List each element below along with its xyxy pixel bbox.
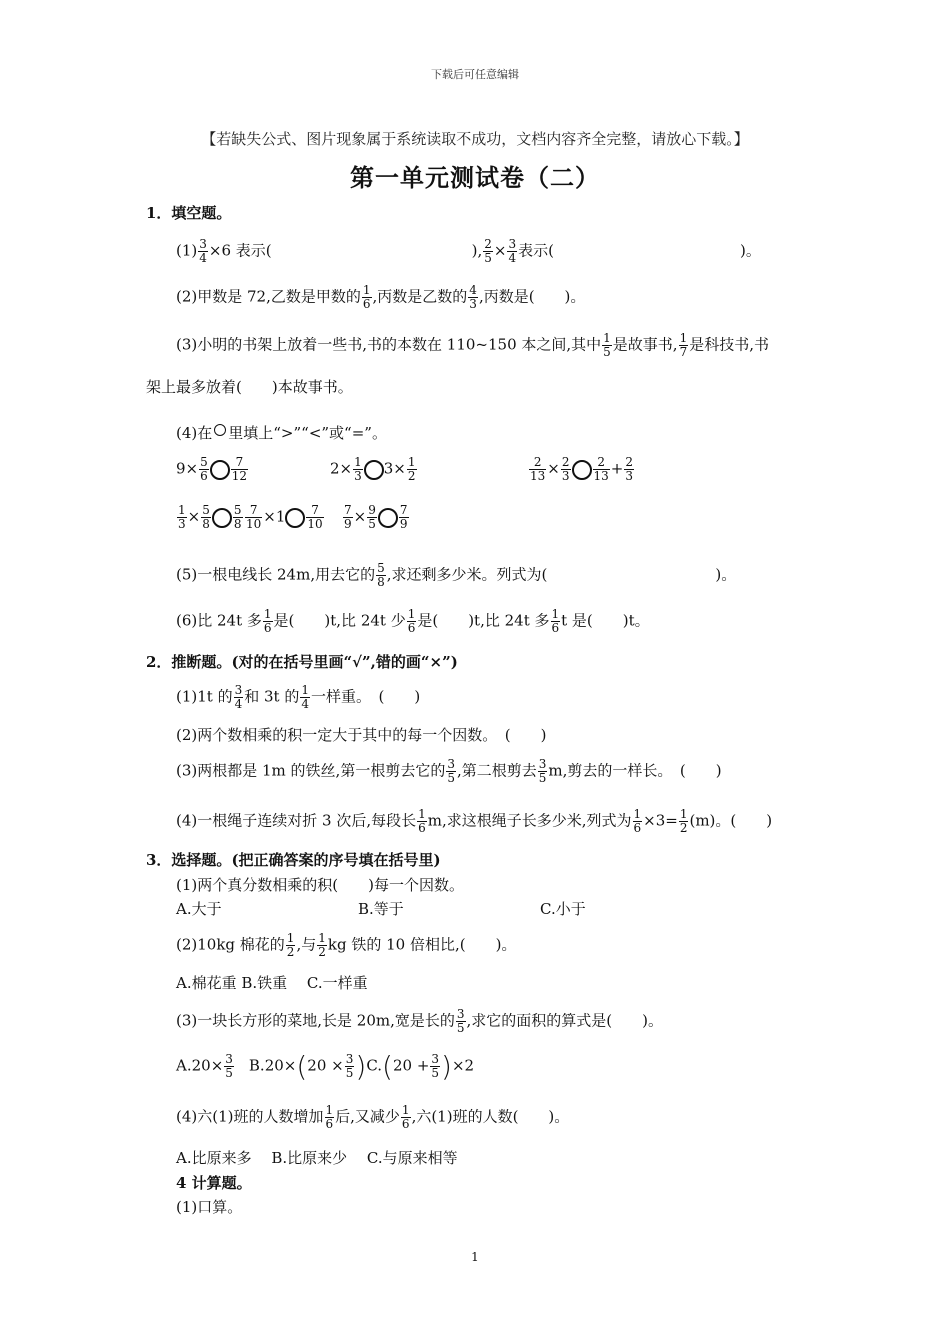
s3-q4-options: A.比原来多 B.比原来少 C.与原来相等: [176, 1149, 458, 1167]
s3-q1-option-b: B.等于: [358, 900, 404, 918]
s3-question-4: (4)六(1)班的人数增加 $\frac{1}{6}$ 后,又减少 $\frac{1}{6}$ ,六(1)班的人数( )。: [176, 1103, 570, 1131]
s3-q1-option-c: C.小于: [540, 900, 586, 918]
s2-question-1: (1)1t 的 $\frac{3}{4}$ 和 3t 的 $\frac{1}{4}$ 一样重。 ( ): [176, 683, 421, 711]
s2-question-2: (2)两个数相乘的积一定大于其中的每一个因数。 ( ): [176, 726, 547, 744]
compare-1: 9× $\frac{5}{6}$ $\frac{7}{12}$: [176, 455, 248, 483]
s3-question-3: (3)一块长方形的菜地,长是 20m,宽是长的 $\frac{3}{5}$ ,求它的面积的算式是( )。: [176, 1007, 663, 1035]
compare-circle-2[interactable]: [364, 460, 384, 480]
circle-icon: [214, 424, 226, 436]
s3-q3-options: A.20× $\frac{3}{5}$ B.20×(20 × $\frac{3}{5}$ )C.(20 + $\frac{3}{5}$ )×2: [176, 1050, 475, 1083]
download-notice: 【若缺失公式、图片现象属于系统读取不成功，文档内容齐全完整，请放心下载。】: [201, 130, 749, 148]
s1-question-3: (3)小明的书架上放着一些书,书的本数在 110~150 本之间,其中 $\frac{1}{5}$ 是故事书, $\frac{1}{7}$ 是科技书,书: [176, 331, 769, 359]
compare-circle-4[interactable]: [212, 508, 232, 528]
section-3-heading: 3．选择题。(把正确答案的序号填在括号里): [146, 851, 441, 869]
s3-q1-option-a: A.大于: [176, 900, 222, 918]
section-2-heading: 2．推断题。(对的在括号里画“√”,错的画“×”): [146, 653, 458, 671]
compare-circle-3[interactable]: [572, 460, 592, 480]
s1-question-1: (1) $\frac{3}{4}$ ×6 表示( ), $\frac{2}{5}$ × $\frac{3}{4}$ 表示( )。: [176, 237, 761, 265]
section-1-heading: 1．填空题。: [146, 204, 232, 222]
page-title: 第一单元测试卷（二）: [350, 163, 600, 192]
s1-question-5: (5)一根电线长 24m,用去它的 $\frac{5}{8}$ ,求还剩多少米。列式为( )。: [176, 561, 737, 589]
s1-question-3-cont: 架上最多放着( )本故事书。: [146, 378, 353, 396]
s1-question-6: (6)比 24t 多 $\frac{1}{6}$ 是( )t,比 24t 少 $\frac{1}{6}$ 是( )t,比 24t 多 $\frac{1}{6}$ t 是( )t。: [176, 607, 650, 635]
page-header: 下载后可任意编辑: [431, 68, 519, 81]
s1-question-2: (2)甲数是 72,乙数是甲数的 $\frac{1}{6}$ ,丙数是乙数的 $\frac{4}{3}$ ,丙数是( )。: [176, 283, 586, 311]
compare-circle-1[interactable]: [210, 460, 230, 480]
compare-5: $\frac{7}{10}$ ×1 $\frac{7}{10}$: [246, 503, 323, 531]
compare-circle-5[interactable]: [285, 508, 305, 528]
s2-question-4: (4)一根绳子连续对折 3 次后,每段长 $\frac{1}{6}$ m,求这根绳子长多少米,列式为 $\frac{1}{6}$ ×3= $\frac{1}{2}$ (m)。( ): [176, 807, 773, 835]
compare-4: $\frac{1}{3}$ × $\frac{5}{8}$ $\frac{5}{8}$: [178, 503, 242, 531]
s4-question-1: (1)口算。: [176, 1198, 243, 1216]
page-number: 1: [471, 1250, 479, 1264]
s1-question-4: (4)在 里填上“>”“<”或“=”。: [176, 424, 387, 442]
compare-3: $\frac{2}{13}$ × $\frac{2}{3}$ $\frac{2}{13}$ + $\frac{2}{3}$: [530, 455, 633, 483]
compare-6: $\frac{7}{9}$ × $\frac{9}{5}$ $\frac{7}{9}$: [344, 503, 408, 531]
section-4-heading: 4 计算题。: [176, 1174, 252, 1192]
s3-question-1: (1)两个真分数相乘的积( )每一个因数。: [176, 876, 464, 894]
s3-q2-options: A.棉花重 B.铁重 C.一样重: [176, 974, 368, 992]
compare-circle-6[interactable]: [378, 508, 398, 528]
s2-question-3: (3)两根都是 1m 的铁丝,第一根剪去它的 $\frac{3}{5}$ ,第二根剪去 $\frac{3}{5}$ m,剪去的一样长。 ( ): [176, 757, 722, 785]
s3-question-2: (2)10kg 棉花的 $\frac{1}{2}$ ,与 $\frac{1}{2}$ kg 铁的 10 倍相比,( )。: [176, 931, 517, 959]
compare-2: 2× $\frac{1}{3}$ 3× $\frac{1}{2}$: [330, 455, 416, 483]
